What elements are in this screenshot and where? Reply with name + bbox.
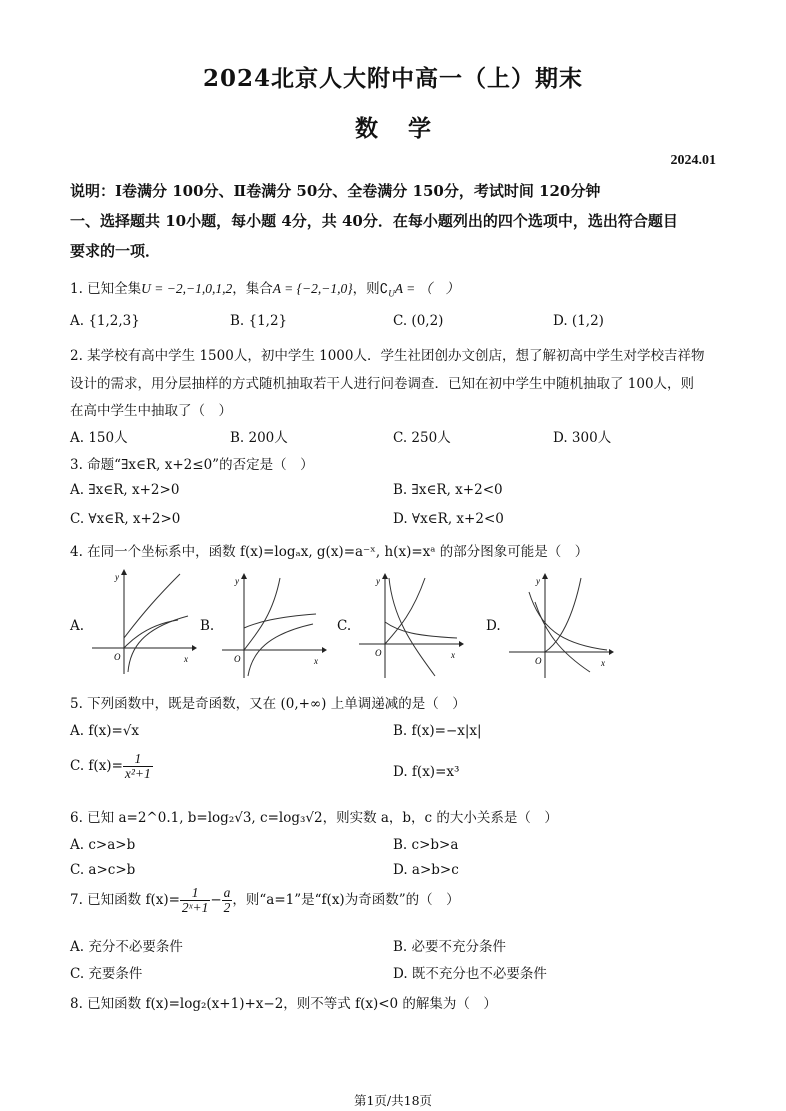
q3-option-d: D. ∀x∈R, x+2<0 xyxy=(393,511,504,527)
q7-option-c: C. 充要条件 xyxy=(70,966,143,982)
question-5: 5. 下列函数中，既是奇函数，又在 (0,+∞) 上单调递减的是（ ） xyxy=(70,696,466,712)
q2-line-1: 2. 某学校有高中学生 1500人，初中学生 1000人．学生社团创办文创店，想了解初高中学生对学校吉祥物 xyxy=(70,348,705,364)
q4-d-origin: O xyxy=(535,656,542,666)
q7-frac2-den: 2 xyxy=(223,900,231,916)
q4-c-y-label: y xyxy=(376,576,380,586)
q5-c-denominator: x²+1 xyxy=(124,766,151,782)
q4-graph-d xyxy=(505,572,615,682)
q4-b-y-label: y xyxy=(235,576,239,586)
notice: 说明：Ⅰ卷满分 100分、Ⅱ卷满分 50分、全卷满分 150分，考试时间 120分钟 xyxy=(70,182,601,200)
q5-option-c-fraction xyxy=(123,752,153,781)
q4-d-x-label: x xyxy=(601,658,605,668)
q5-option-c-prefix: C. f(x)= xyxy=(70,758,123,775)
q1-set-a: A = {−2,−1,0} xyxy=(272,281,353,296)
q4-graph-b xyxy=(218,572,328,682)
q2-line-3: 在高中学生中抽取了（ ） xyxy=(70,403,232,419)
q4-c-origin: O xyxy=(375,648,382,658)
q1-option-a: A. {1,2,3} xyxy=(70,313,140,329)
q7-frac2-num: a xyxy=(223,885,231,900)
q1-complement: ∁ xyxy=(379,281,389,297)
page-title: 2024北京人大附中高一（上）期末 xyxy=(202,65,583,92)
q2-option-c: C. 250人 xyxy=(393,430,451,446)
exam-date: 2024.01 xyxy=(670,153,716,168)
q4-label-d: D. xyxy=(486,618,501,634)
q6-option-c: C. a>c>b xyxy=(70,862,136,878)
q3-option-a: A. ∃x∈R, x+2>0 xyxy=(70,482,180,498)
q4-label-a: A. xyxy=(70,618,85,634)
q1-complement-sub: U xyxy=(388,288,395,299)
q7-frac1-num: 1 xyxy=(180,886,210,901)
q5-c-numerator: 1 xyxy=(123,752,153,767)
q4-label-c: C. xyxy=(337,618,352,634)
q7-stem-prefix: 7. 已知函数 f(x)= xyxy=(70,892,180,909)
question-7 xyxy=(70,886,460,915)
q3-option-b: B. ∃x∈R, x+2<0 xyxy=(393,482,503,498)
q6-option-a: A. c>a>b xyxy=(70,837,136,853)
q7-frac1-den: 2ˣ+1 xyxy=(181,900,209,916)
q5-option-b: B. f(x)=−x|x| xyxy=(393,723,482,739)
question-3: 3. 命题“∃x∈R, x+2≤0”的否定是（ ） xyxy=(70,457,314,473)
question-1 xyxy=(70,277,459,299)
q4-c-x-label: x xyxy=(451,650,455,660)
q1-complement-a: A = （ ） xyxy=(394,281,460,296)
q7-option-b: B. 必要不充分条件 xyxy=(393,939,507,955)
q1-option-d: D. (1,2) xyxy=(553,313,604,329)
q4-graph-c xyxy=(355,572,465,682)
q2-option-d: D. 300人 xyxy=(553,430,612,446)
q1-option-c: C. (0,2) xyxy=(393,313,444,329)
q5-option-c xyxy=(70,752,153,781)
q6-option-d: D. a>b>c xyxy=(393,862,459,878)
q4-a-origin: O xyxy=(114,652,121,662)
q4-a-y-label: y xyxy=(115,572,119,582)
q7-fraction-2 xyxy=(222,886,233,915)
q5-option-d: D. f(x)=x³ xyxy=(393,764,460,780)
q4-d-y-label: y xyxy=(536,576,540,586)
question-6: 6. 已知 a=2^0.1, b=log₂√3, c=log₃√2，则实数 a，b，c 的大小关系是（ ） xyxy=(70,810,558,826)
q4-graph-a xyxy=(88,568,198,678)
question-4: 4. 在同一个坐标系中，函数 f(x)=logₐx, g(x)=a⁻ˣ, h(x)=xᵃ 的部分图象可能是（ ） xyxy=(70,544,589,560)
subject-title: 数学 xyxy=(355,115,461,142)
q2-line-2: 设计的需求，用分层抽样的方式随机抽取若干人进行问卷调查．已知在初中学生中随机抽取了 100人，则 xyxy=(70,376,695,392)
q4-b-x-label: x xyxy=(314,656,318,666)
q4-a-x-label: x xyxy=(184,654,188,664)
q1-stem-b: ，集合 xyxy=(232,281,273,297)
section-instructions-line2: 要求的一项． xyxy=(70,242,161,260)
q3-option-c: C. ∀x∈R, x+2>0 xyxy=(70,511,181,527)
q7-option-a: A. 充分不必要条件 xyxy=(70,939,183,955)
q7-minus: − xyxy=(210,892,222,909)
q1-stem-c: ，则 xyxy=(352,281,380,297)
q1-stem-a: 1. 已知全集 xyxy=(70,281,142,297)
question-8: 8. 已知函数 f(x)=log₂(x+1)+x−2，则不等式 f(x)<0 的解集为（ ） xyxy=(70,996,497,1012)
q7-fraction-1 xyxy=(180,886,210,915)
q6-option-b: B. c>b>a xyxy=(393,837,459,853)
q1-option-b: B. {1,2} xyxy=(230,313,288,329)
q7-option-d: D. 既不充分也不必要条件 xyxy=(393,966,547,982)
q2-option-b: B. 200人 xyxy=(230,430,288,446)
q1-set-u: U = −2,−1,0,1,2 xyxy=(141,281,233,296)
q5-option-a: A. f(x)=√x xyxy=(70,723,140,739)
q4-label-b: B. xyxy=(200,618,215,634)
q7-stem-suffix: ，则“a=1”是“f(x)为奇函数”的（ ） xyxy=(232,892,460,909)
section-instructions-line1: 一、选择题共 10小题，每小题 4分，共 40分．在每小题列出的四个选项中，选出符合题目 xyxy=(70,212,678,230)
q4-b-origin: O xyxy=(234,654,241,664)
page-number: 第1页/共18页 xyxy=(353,1093,433,1108)
q2-option-a: A. 150人 xyxy=(70,430,128,446)
